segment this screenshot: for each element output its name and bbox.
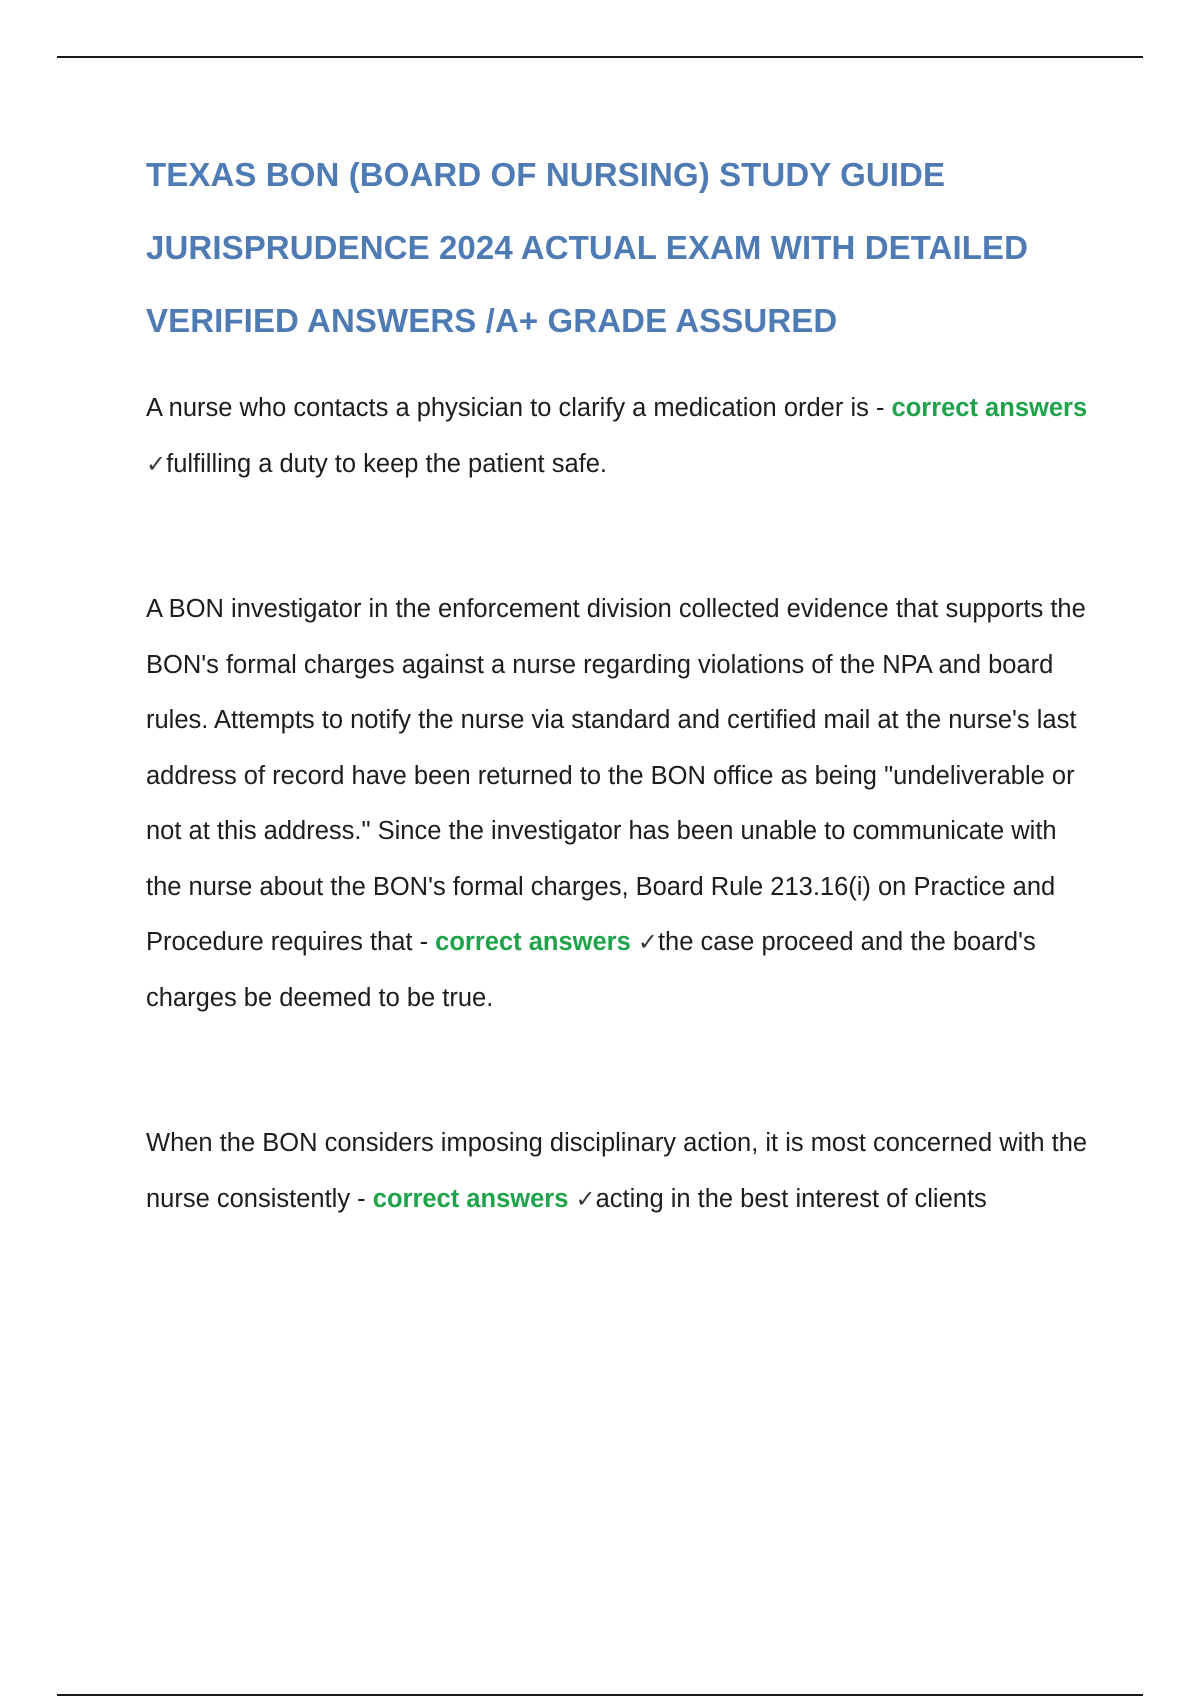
answer-label: correct answers — [435, 928, 631, 956]
check-mark-icon: ✓ — [146, 449, 167, 478]
qa-item — [146, 381, 1096, 492]
qa-item — [146, 1116, 1096, 1227]
top-rule — [57, 56, 1143, 58]
question-text: When the BON considers imposing disciplinary action, it is most concerned with the nurse consistently - — [146, 1129, 1088, 1213]
check-mark-icon: ✓ — [637, 928, 658, 956]
answer-text: the case proceed and the board's charges be deemed to be true. — [146, 928, 1036, 1012]
document-body — [146, 138, 1096, 1227]
answer-text: acting in the best interest of clients — [595, 1184, 987, 1213]
answer-text: fulfilling a duty to keep the patient safe. — [166, 449, 607, 478]
qa-item — [146, 582, 1096, 1026]
question-text: A nurse who contacts a physician to clarify a medication order is - — [146, 394, 892, 422]
question-text: A BON investigator in the enforcement division collected evidence that supports the BON's formal charges against a nurse regarding violations of the NPA and board rules. Attempts to notify the nurse via standard and certified mail at the nurse's last address of record have been returned to the BON office as being "undeliverable or not at this address." Since the investigator has been unable to communicate with the nurse about the BON's formal charges, Board Rule 213.16(i) on Practice and Procedure requires that - — [146, 595, 1086, 956]
answer-label: correct answers — [372, 1184, 569, 1213]
bottom-rule — [57, 1694, 1143, 1696]
answer-label: correct answers — [891, 394, 1088, 422]
check-mark-icon: ✓ — [575, 1184, 596, 1213]
document-title: TEXAS BON (BOARD OF NURSING) STUDY GUIDE JURISPRUDENCE 2024 ACTUAL EXAM WITH DETAILED VERIFIED ANSWERS /A+ GRADE ASSURED — [146, 156, 1029, 339]
